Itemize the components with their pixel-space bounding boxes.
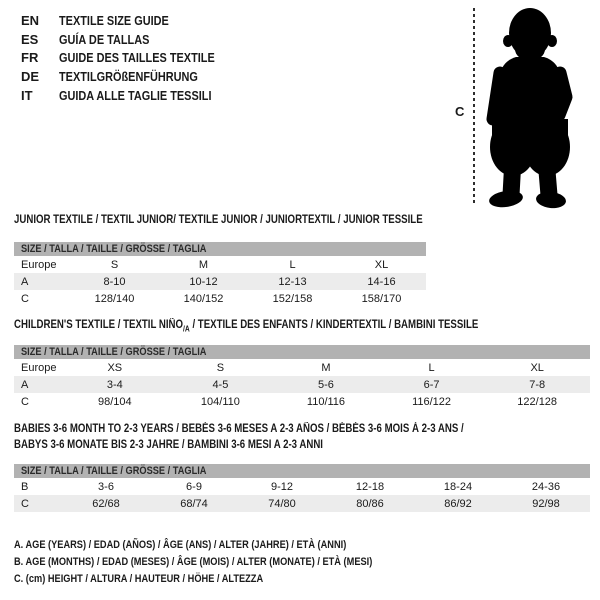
cell: 4-5 <box>212 378 229 391</box>
language-row-es <box>21 30 244 49</box>
table-row-europe <box>14 256 426 273</box>
language-text: TEXTILGRÖßENFÜHRUNG <box>59 68 198 84</box>
row-label: C <box>21 395 29 408</box>
cell: 7-8 <box>529 378 546 391</box>
cell: 8-10 <box>103 275 126 288</box>
babies-table-title <box>14 421 464 453</box>
size-header-label: SIZE / TALLA / TAILLE / GRÖSSE / TAGLIA <box>21 346 207 358</box>
row-label: C <box>21 292 29 305</box>
language-code: ES <box>21 31 39 47</box>
size-col: XS <box>107 361 123 374</box>
cell: 12-13 <box>278 275 307 288</box>
title-part1: CHILDREN'S TEXTILE / TEXTIL NIÑO <box>14 319 184 331</box>
title-subscript: /A <box>183 324 190 334</box>
language-text: GUÍA DE TALLAS <box>59 31 150 47</box>
cell: 110/116 <box>306 395 346 408</box>
note-age-years: A. AGE (YEARS) / EDAD (AÑOS) / ÂGE (ANS) / ALTER (JAHRE) / ETÀ (ANNI) <box>14 539 347 551</box>
note-height: C. (cm) HEIGHT / ALTURA / HAUTEUR / HÖHE / ALTEZZA <box>14 573 264 585</box>
language-row-it <box>21 86 244 105</box>
size-col: M <box>198 258 209 271</box>
cell: 68/74 <box>180 497 208 510</box>
children-table-title <box>14 317 478 337</box>
size-col: S <box>110 258 119 271</box>
cell: 3-4 <box>106 378 123 391</box>
junior-table-title: JUNIOR TEXTILE / TEXTIL JUNIOR/ TEXTILE JUNIOR / JUNIORTEXTIL / JUNIOR TESSILE <box>14 214 423 226</box>
cell: 86/92 <box>444 497 472 510</box>
cell: 80/86 <box>356 497 384 510</box>
table-row-europe <box>14 359 590 376</box>
language-code: IT <box>21 87 33 103</box>
title-part2: / TEXTILE DES ENFANTS / KINDERTEXTIL / BAMBINI TESSILE <box>189 319 479 331</box>
cell: 10-12 <box>189 275 218 288</box>
language-code: FR <box>21 50 39 66</box>
size-header-bar <box>14 242 426 256</box>
cell: 122/128 <box>517 395 558 408</box>
size-header-label: SIZE / TALLA / TAILLE / GRÖSSE / TAGLIA <box>21 465 207 477</box>
table-row-b <box>14 478 590 495</box>
table-row-a <box>14 376 590 393</box>
language-row-en <box>21 11 244 30</box>
size-col: M <box>321 361 331 374</box>
size-col: L <box>428 361 435 374</box>
cell: 12-18 <box>355 480 385 493</box>
size-header-label: SIZE / TALLA / TAILLE / GRÖSSE / TAGLIA <box>21 243 207 255</box>
size-header-bar <box>14 464 590 478</box>
row-label: Europe <box>21 258 57 271</box>
cell: 104/110 <box>200 395 240 408</box>
table-row-c <box>14 290 426 307</box>
language-row-de <box>21 67 244 86</box>
language-text: GUIDA ALLE TAGLIE TESSILI <box>59 87 212 103</box>
size-header-bar <box>14 345 590 359</box>
row-label: Europe <box>21 361 57 374</box>
size-col: XL <box>530 361 544 374</box>
cell: 18-24 <box>443 480 473 493</box>
language-code: DE <box>21 68 40 84</box>
cell: 9-12 <box>270 480 294 493</box>
note-age-months: B. AGE (MONTHS) / EDAD (MESES) / ÂGE (MOIS) / ALTER (MONATE) / ETÀ (MESI) <box>14 556 373 568</box>
cell: 92/98 <box>532 497 560 510</box>
cell: 158/170 <box>361 292 402 305</box>
cell: 5-6 <box>318 378 334 391</box>
title-line-1: BABIES 3-6 MONTH TO 2-3 YEARS / BEBÉS 3-6 MESES A 2-3 AÑOS / BÉBÉS 3-6 MOIS À 2-3 ANS / <box>14 423 464 435</box>
cell: 6-7 <box>423 378 440 391</box>
height-marker-label: C <box>455 104 465 119</box>
legend-notes <box>14 537 441 588</box>
cell: 24-36 <box>531 480 561 493</box>
cell: 116/122 <box>412 395 452 408</box>
language-code: EN <box>21 12 40 28</box>
row-label: A <box>21 275 29 288</box>
cell: 128/140 <box>94 292 135 305</box>
row-label: B <box>21 480 29 493</box>
cell: 74/80 <box>268 497 296 510</box>
size-col: XL <box>374 258 389 271</box>
cell: 3-6 <box>98 480 114 493</box>
cell: 152/158 <box>272 292 313 305</box>
babies-table <box>14 464 590 512</box>
cell: 140/152 <box>183 292 224 305</box>
title-line-2: BABYS 3-6 MONATE BIS 2-3 JAHRE / BAMBINI 3-6 MESI A 2-3 ANNI <box>14 439 323 451</box>
table-row-c <box>14 495 590 512</box>
cell: 62/68 <box>92 497 120 510</box>
row-label: C <box>21 497 29 510</box>
table-row-a <box>14 273 426 290</box>
language-text: GUIDE DES TAILLES TEXTILE <box>59 50 215 66</box>
language-text: TEXTILE SIZE GUIDE <box>59 12 169 28</box>
language-list <box>21 11 244 104</box>
size-col: L <box>289 258 296 271</box>
children-table <box>14 345 590 410</box>
height-dashed-line <box>473 8 475 206</box>
cell: 14-16 <box>367 275 396 288</box>
size-col: S <box>216 361 225 374</box>
row-label: A <box>21 378 29 391</box>
table-row-c <box>14 393 590 410</box>
cell: 6-9 <box>186 480 202 493</box>
language-row-fr <box>21 48 244 67</box>
junior-table <box>14 242 426 307</box>
toddler-silhouette-image <box>482 7 578 209</box>
cell: 98/104 <box>97 395 132 408</box>
